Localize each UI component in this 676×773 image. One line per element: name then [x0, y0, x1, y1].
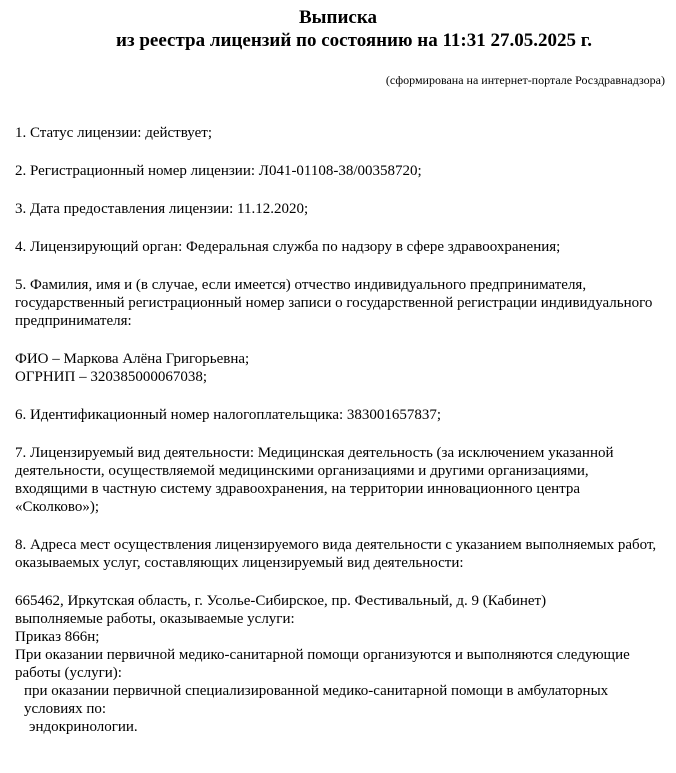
entrepreneur-fio: ФИО – Маркова Алёна Григорьевна;	[15, 351, 250, 367]
item-registration-number: 2. Регистрационный номер лицензии: Л041-01108-38/00358720;	[15, 163, 422, 179]
source-note: (сформирована на интернет-портале Росздравнадзора)	[385, 73, 665, 87]
specialty-item: эндокринологии.	[29, 719, 138, 735]
specialized-care-works: при оказании первичной специализированной медико-санитарной помощи в амбулаторных условиях по:	[24, 683, 609, 717]
activity-address: 665462, Иркутская область, г. Усолье-Сибирское, пр. Фестивальный, д. 9 (Кабинет)	[15, 593, 547, 609]
entrepreneur-ogrnip: ОГРНИП – 320385000067038;	[15, 369, 208, 385]
item-entrepreneur-heading: 5. Фамилия, имя и (в случае, если имеется) отчество индивидуального предпринимателя, государственный регистрационный номер записи о государственной регистрации индивидуального предпринимателя:	[15, 277, 653, 329]
item-licensed-activity: 7. Лицензируемый вид деятельности: Медицинская деятельность (за исключением указанной деятельности, осуществляемой медицинскими организациями и другими организациями, входящими в частную систему здравоохранения, на территории инновационного центра «Сколково»);	[15, 445, 614, 515]
document-body	[15, 124, 665, 736]
item-issue-date: 3. Дата предоставления лицензии: 11.12.2020;	[15, 201, 309, 217]
item-license-status: 1. Статус лицензии: действует;	[15, 125, 212, 141]
item-addresses-heading: 8. Адреса мест осуществления лицензируемого вида деятельности с указанием выполняемых работ, оказываемых услуг, составляющих лицензируемый вид деятельности:	[15, 537, 657, 571]
item-licensing-authority: 4. Лицензирующий орган: Федеральная служба по надзору в сфере здравоохранения;	[15, 239, 561, 255]
item-taxpayer-id: 6. Идентификационный номер налогоплательщика: 383001657837;	[15, 407, 442, 423]
document-subtitle: из реестра лицензий по состоянию на 11:31 27.05.2025 г.	[116, 30, 592, 51]
works-label: выполняемые работы, оказываемые услуги:	[15, 611, 295, 627]
primary-care-works: При оказании первичной медико-санитарной помощи организуются и выполняются следующие работы (услуги):	[15, 647, 630, 681]
document-title: Выписка	[299, 7, 377, 28]
order-reference: Приказ 866н;	[15, 629, 100, 645]
